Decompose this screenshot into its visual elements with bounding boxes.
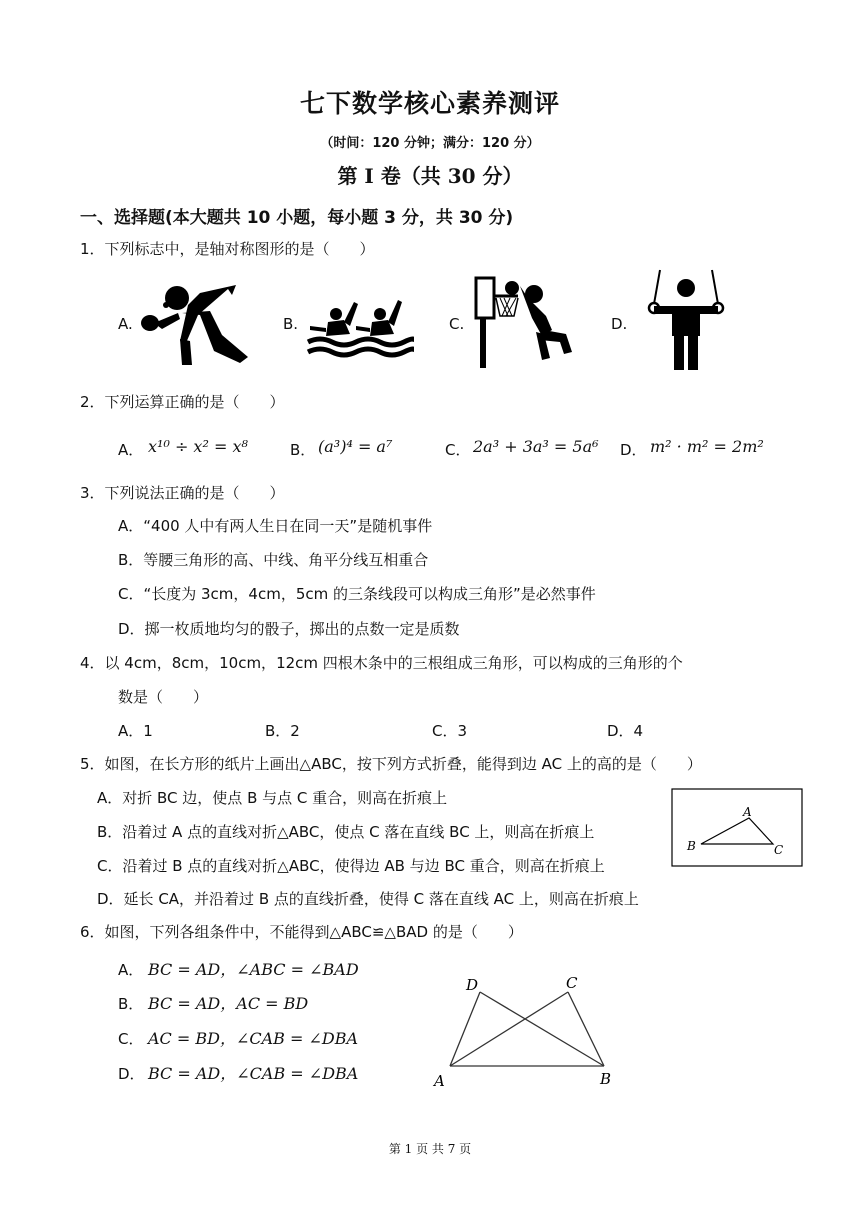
q4-option-b: B．2 bbox=[265, 722, 300, 740]
question-4-stem-line2: 数是（ ） bbox=[118, 688, 209, 706]
q1-option-a-label: A. bbox=[118, 315, 133, 333]
q4-option-c: C．3 bbox=[432, 722, 468, 740]
q3-option-c: C．“长度为 3cm，4cm，5cm 的三条线段可以构成三角形”是必然事件 bbox=[118, 585, 596, 603]
q6-quadrilateral-figure bbox=[428, 968, 624, 1092]
q2-option-a-expr: x¹⁰ ÷ x² = x⁸ bbox=[148, 437, 248, 456]
question-4-stem-line1: 4．以 4cm，8cm，10cm，12cm 四根木条中的三根组成三角形，可以构成的三角形的个 bbox=[80, 654, 683, 672]
question-6-stem: 6．如图，下列各组条件中，不能得到△ABC≌△BAD 的是（ ） bbox=[80, 923, 523, 941]
q6-option-d-expr: BC = AD，∠CAB = ∠DBA bbox=[148, 1064, 359, 1083]
q1-option-d-label: D. bbox=[611, 315, 628, 333]
question-2-stem: 2．下列运算正确的是（ ） bbox=[80, 393, 285, 411]
q6-option-a-label: A． bbox=[118, 961, 144, 979]
q4-option-d: D．4 bbox=[607, 722, 644, 740]
question-3-stem: 3．下列说法正确的是（ ） bbox=[80, 484, 285, 502]
synchronized-swimmers-icon bbox=[306, 298, 414, 362]
q5-option-b: B．沿着过 A 点的直线对折△ABC，使点 C 落在直线 BC 上，则高在折痕上 bbox=[97, 823, 595, 841]
q6-option-b-expr: BC = AD，AC = BD bbox=[148, 994, 309, 1013]
rings-gymnast-icon bbox=[646, 268, 726, 372]
q2-option-c-label: C． bbox=[445, 441, 471, 459]
q1-option-b-label: B. bbox=[283, 315, 299, 333]
q6-option-b-label: B． bbox=[118, 995, 144, 1013]
question-5-stem: 5．如图，在长方形的纸片上画出△ABC，按下列方式折叠，能得到边 AC 上的高的是（ ） bbox=[80, 755, 702, 773]
ping-pong-player-icon bbox=[140, 283, 252, 365]
q5-option-c: C．沿着过 B 点的直线对折△ABC，使得边 AB 与边 BC 重合，则高在折痕上 bbox=[97, 857, 605, 875]
q6-option-a-expr: BC = AD，∠ABC = ∠BAD bbox=[148, 960, 359, 979]
q6-option-c-expr: AC = BD，∠CAB = ∠DBA bbox=[148, 1029, 359, 1048]
q6-option-c-label: C． bbox=[118, 1030, 144, 1048]
q3-option-b: B．等腰三角形的高、中线、角平分线互相重合 bbox=[118, 551, 429, 569]
q5-triangle-figure bbox=[671, 788, 803, 868]
q2-option-b-expr: (a³)⁴ = a⁷ bbox=[318, 437, 393, 456]
q5-vertex-a: A bbox=[743, 805, 752, 819]
q6-vertex-d: D bbox=[466, 976, 479, 994]
q4-option-a: A．1 bbox=[118, 722, 153, 740]
q1-option-c-label: C. bbox=[449, 315, 465, 333]
q3-option-d: D．掷一枚质地均匀的骰子，掷出的点数一定是质数 bbox=[118, 620, 460, 638]
q2-option-c-expr: 2a³ + 3a³ = 5a⁶ bbox=[473, 437, 599, 456]
q3-option-a: A．“400 人中有两人生日在同一天”是随机事件 bbox=[118, 517, 433, 535]
exam-meta: （时间：120 分钟；满分：120 分） bbox=[320, 136, 540, 151]
q2-option-a-label: A． bbox=[118, 441, 144, 459]
q6-vertex-c: C bbox=[566, 974, 578, 992]
q2-option-b-label: B． bbox=[290, 441, 316, 459]
volume-heading: 第 I 卷（共 30 分） bbox=[337, 164, 523, 188]
page-footer: 第 1 页 共 7 页 bbox=[388, 1142, 472, 1156]
q6-vertex-b: B bbox=[600, 1070, 612, 1088]
q2-option-d-label: D． bbox=[620, 441, 647, 459]
q5-option-a: A．对折 BC 边，使点 B 与点 C 重合，则高在折痕上 bbox=[97, 789, 448, 807]
q6-vertex-a: A bbox=[434, 1072, 445, 1090]
question-1-stem: 1．下列标志中，是轴对称图形的是（ ） bbox=[80, 240, 375, 258]
q5-vertex-c: C bbox=[774, 843, 784, 857]
q6-option-d-label: D． bbox=[118, 1065, 145, 1083]
section-heading: 一、选择题(本大题共 10 小题，每小题 3 分，共 30 分) bbox=[80, 208, 514, 228]
q2-option-d-expr: m² · m² = 2m² bbox=[650, 437, 764, 456]
q5-vertex-b: B bbox=[687, 839, 696, 853]
q5-option-d: D．延长 CA，并沿着过 B 点的直线折叠，使得 C 落在直线 AC 上，则高在折痕上 bbox=[97, 890, 639, 908]
basketball-dunk-icon bbox=[470, 276, 582, 370]
page-title: 七下数学核心素养测评 bbox=[299, 89, 560, 118]
